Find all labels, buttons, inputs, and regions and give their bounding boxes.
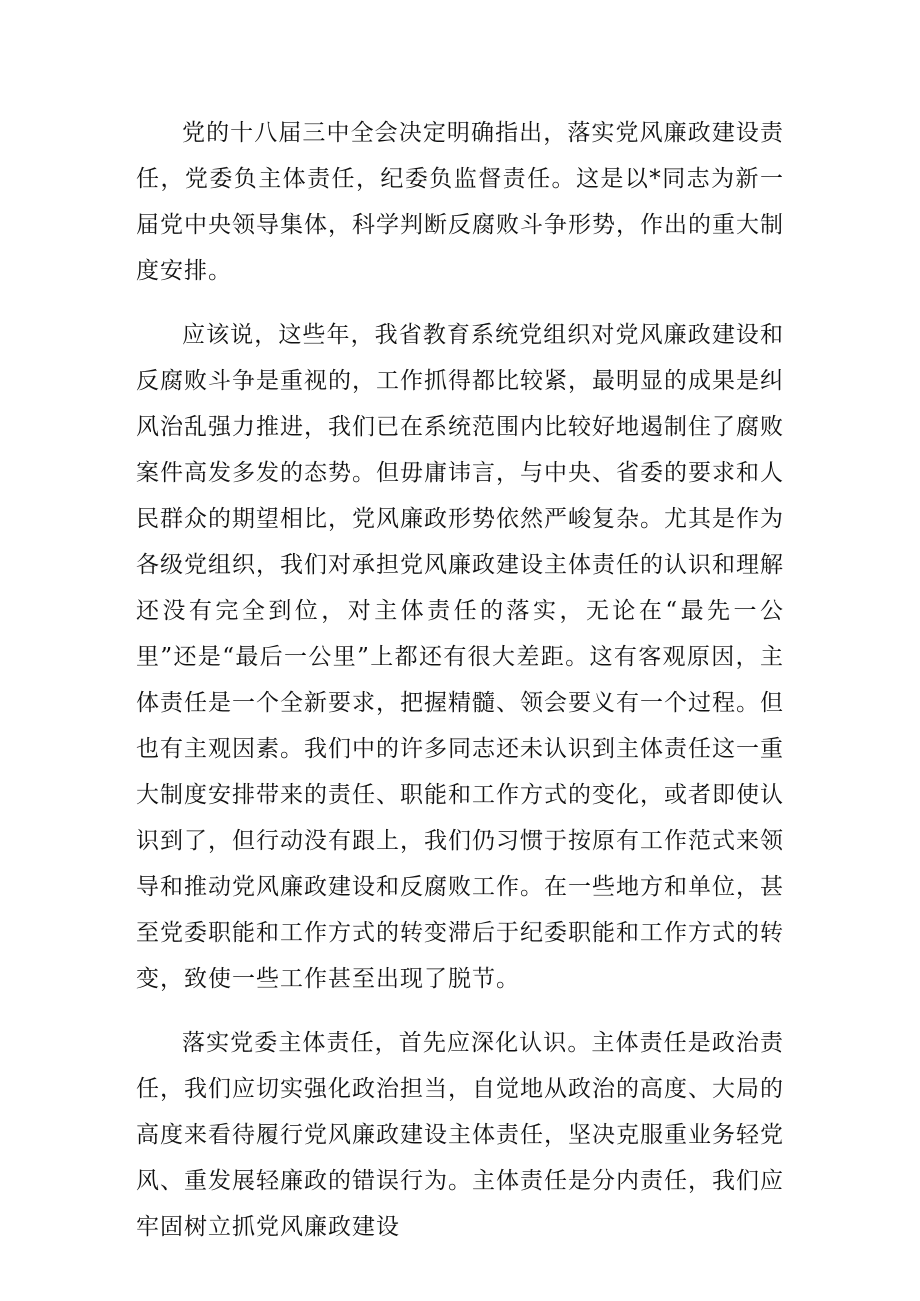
- paragraph-1: 党的十八届三中全会决定明确指出，落实党风廉政建设责任，党委负主体责任，纪委负监督责任。这是以*同志为新一届党中央领导集体，科学判断反腐败斗争形势，作出的重大制度安排。: [136, 120, 784, 284]
- paragraph-2: 应该说，这些年，我省教育系统党组织对党风廉政建设和反腐败斗争是重视的，工作抓得都比较紧，最明显的成果是纠风治乱强力推进，我们已在系统范围内比较好地遏制住了腐败案件高发多发的态势。但毋庸讳言，与中央、省委的要求和人民群众的期望相比，党风廉政形势依然严峻复杂。尤其是作为各级党组织，我们对承担党风廉政建设主体责任的认识和理解还没有完全到位，对主体责任的落实，无论在“最先一公里”还是“最后一公里”上都还有很大差距。这有客观原因，主体责任是一个全新要求，把握精髓、领会要义有一个过程。但也有主观因素。我们中的许多同志还未认识到主体责任这一重大制度安排带来的责任、职能和工作方式的变化，或者即使认识到了，但行动没有跟上，我们仍习惯于按原有工作范式来领导和推动党风廉政建设和反腐败工作。在一些地方和单位，甚至党委职能和工作方式的转变滞后于纪委职能和工作方式的转变，致使一些工作甚至出现了脱节。: [136, 322, 784, 992]
- paragraph-3: 落实党委主体责任，首先应深化认识。主体责任是政治责任，我们应切实强化政治担当，自觉地从政治的高度、大局的高度来看待履行党风廉政建设主体责任，坚决克服重业务轻党风、重发展轻廉政的错误行为。主体责任是分内责任，我们应牢固树立抓党风廉政建设: [136, 1030, 784, 1240]
- document-body: [136, 110, 784, 1268]
